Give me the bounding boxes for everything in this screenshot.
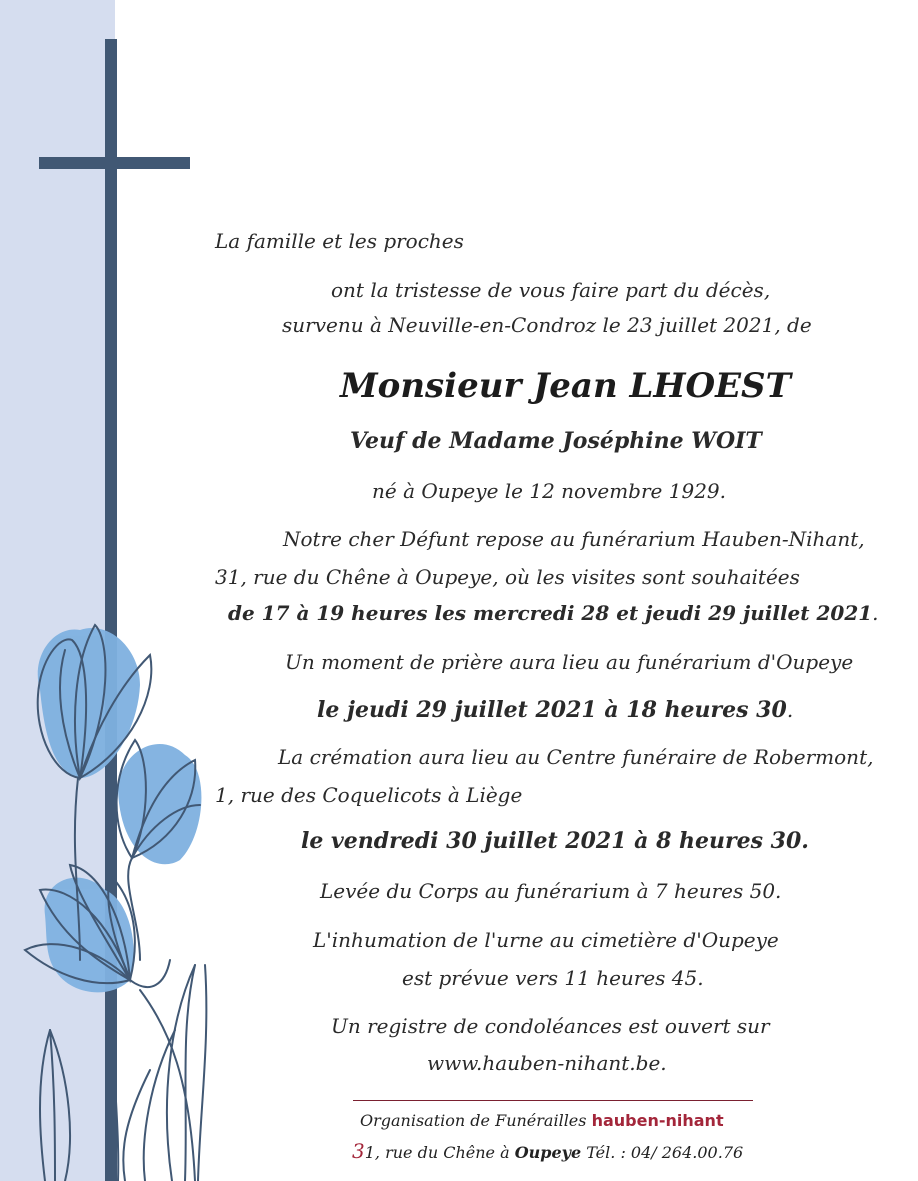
footer-organisation [360, 1111, 724, 1130]
intro-text: La famille et les proches [215, 229, 464, 253]
visits-period: . [872, 601, 879, 625]
register-line-1: Un registre de condoléances est ouvert sur [331, 1014, 770, 1038]
repose-line-1: Notre cher Défunt repose au funérarium Hauben-Nihant, [283, 527, 865, 551]
announcement-line-2: survenu à Neuville-en-Condroz le 23 juillet 2021, de [282, 313, 812, 337]
deceased-name: Monsieur Jean LHOEST [340, 366, 791, 406]
footer-divider [353, 1100, 753, 1101]
register-website: www.hauben-nihant.be. [427, 1051, 667, 1075]
inhumation-line-2: est prévue vers 11 heures 45. [402, 966, 704, 990]
prayer-line-1: Un moment de prière aura lieu au funérarium d'Oupeye [285, 650, 854, 674]
cremation-date: le vendredi 30 juillet 2021 à 8 heures 30. [301, 828, 809, 854]
footer-address-digit: 3 [352, 1139, 365, 1163]
visits-hours: de 17 à 19 heures les mercredi 28 et jeudi 29 juillet 2021 [228, 601, 873, 625]
prayer-line-2 [317, 697, 793, 723]
prayer-period: . [786, 698, 794, 722]
footer-address-street: 1, rue du Chêne à [364, 1143, 510, 1162]
cremation-line-2: 1, rue des Coquelicots à Liège [215, 783, 523, 807]
footer-org-label: Organisation de Funérailles [360, 1111, 587, 1130]
inhumation-line-1: L'inhumation de l'urne au cimetière d'Oupeye [313, 928, 779, 952]
cremation-line-1: La crémation aura lieu au Centre funéraire de Robermont, [278, 745, 874, 769]
footer-address-city: Oupeye [514, 1143, 582, 1162]
levee-line: Levée du Corps au funérarium à 7 heures 50. [320, 879, 782, 903]
brand-logo: hauben-nihant [591, 1111, 724, 1130]
visits-line [228, 601, 879, 625]
tulip-flowers-icon [0, 600, 230, 1181]
prayer-date: le jeudi 29 juillet 2021 à 18 heures 30 [317, 697, 787, 723]
cross-bar [39, 157, 190, 169]
repose-line-2: 31, rue du Chêne à Oupeye, où les visites sont souhaitées [215, 565, 800, 589]
announcement-line-1: ont la tristesse de vous faire part du décès, [331, 278, 771, 302]
birth-line: né à Oupeye le 12 novembre 1929. [372, 479, 726, 503]
footer-address [352, 1139, 743, 1163]
footer-phone: Tél. : 04/ 264.00.76 [586, 1143, 744, 1162]
widow-line: Veuf de Madame Joséphine WOIT [350, 428, 762, 454]
